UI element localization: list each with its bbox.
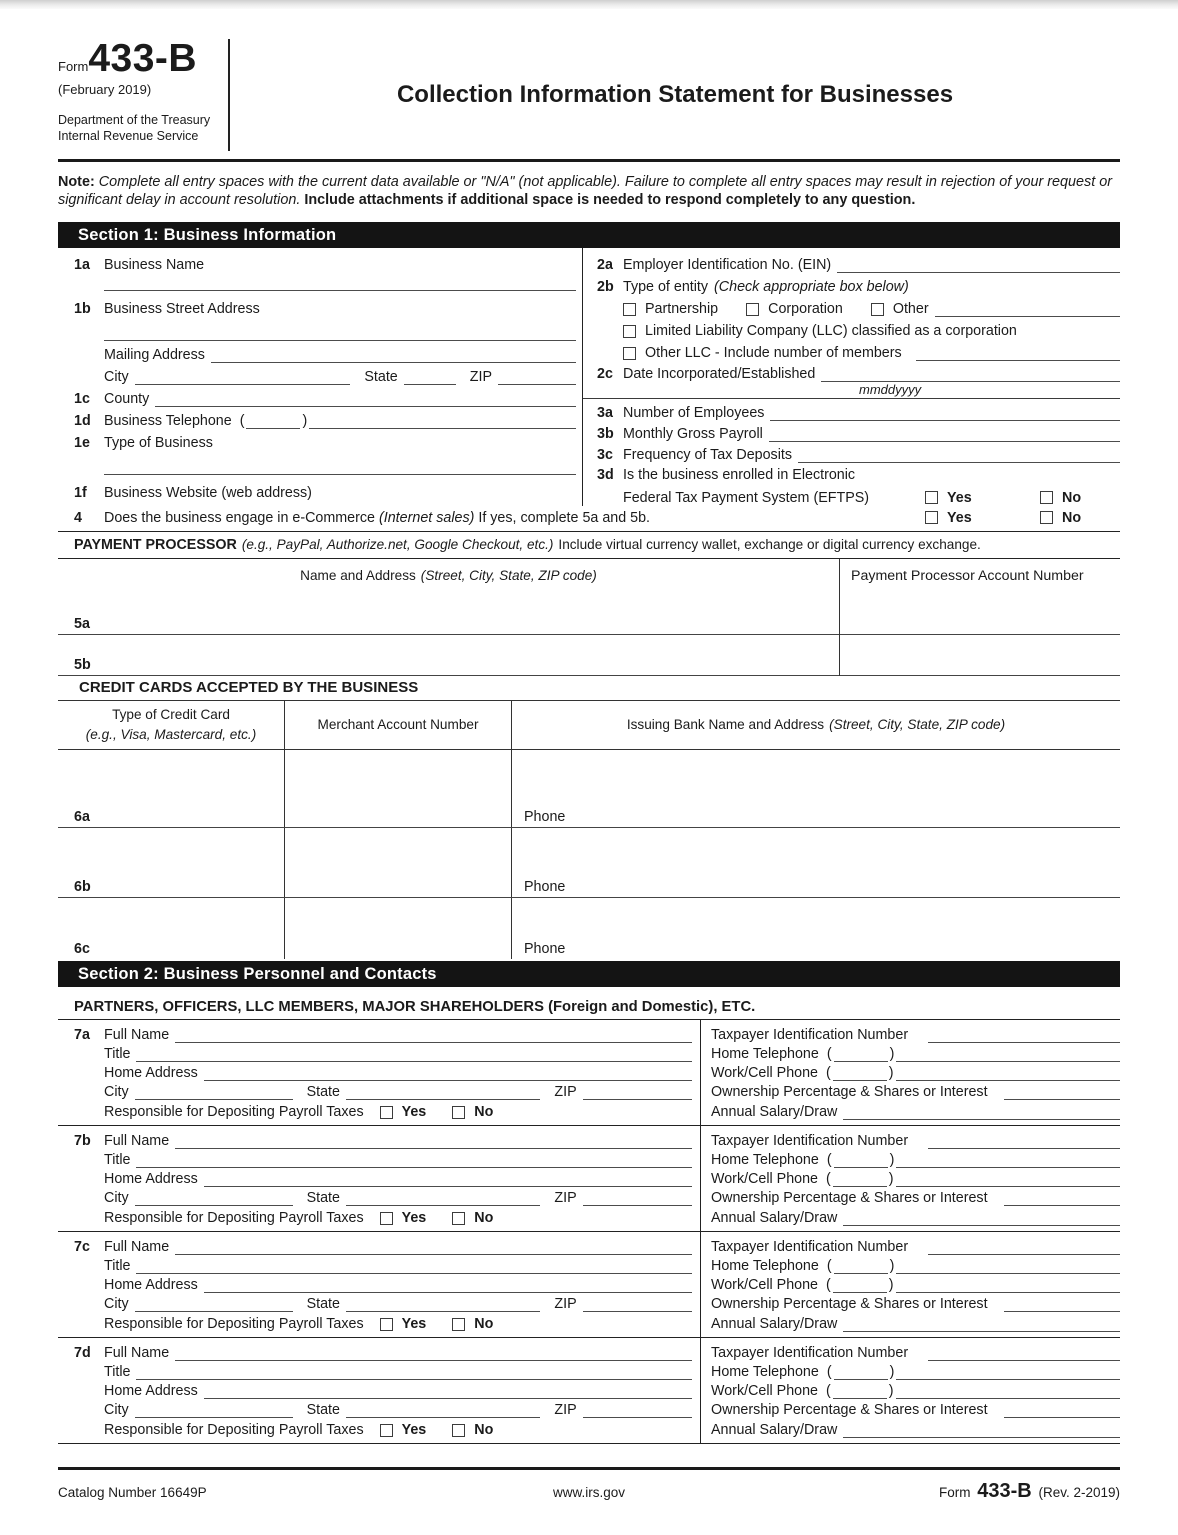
close-paren: )	[888, 1065, 894, 1082]
open-paren: (	[826, 1151, 832, 1168]
note-bold-text: Include attachments if additional space is needed to respond completely to any question.	[304, 192, 916, 209]
home-telephone-label: Home Telephone	[711, 1151, 819, 1168]
payment-processor-note: Include virtual currency wallet, exchange or digital currency exchange.	[558, 537, 981, 553]
close-paren: )	[889, 1257, 895, 1274]
other-entity-label: Other	[892, 300, 929, 317]
title-label: Title	[104, 1257, 131, 1274]
payroll-responsible-label: Responsible for Depositing Payroll Taxes	[104, 1103, 364, 1120]
payroll-yes-label: Yes	[401, 1209, 427, 1226]
zip-line[interactable]	[583, 1192, 692, 1206]
date-format-hint: mmddyyyy	[583, 382, 1120, 399]
merchant-account-cell-6b[interactable]	[285, 828, 512, 897]
ownership-label: Ownership Percentage & Shares or Interest	[711, 1402, 988, 1419]
item-number-2a: 2a	[597, 256, 613, 273]
note-label: Note:	[58, 174, 95, 190]
home-telephone-line[interactable]	[896, 1048, 1120, 1062]
work-phone-line[interactable]	[896, 1067, 1120, 1081]
checkbox-payroll-yes[interactable]	[380, 1106, 393, 1119]
home-telephone-line[interactable]	[896, 1154, 1120, 1168]
item-number-7b: 7b	[74, 1132, 91, 1149]
item-number-1c: 1c	[74, 390, 90, 407]
state-label: State	[306, 1402, 340, 1419]
pp-col1-header: Name and Address	[300, 568, 416, 584]
item-number-7d: 7d	[74, 1344, 91, 1361]
ownership-line[interactable]	[1004, 1298, 1120, 1312]
business-telephone-label: Business Telephone	[104, 412, 232, 429]
payment-processor-table	[58, 559, 1120, 676]
llc-members-line[interactable]	[916, 347, 1120, 361]
full-name-line[interactable]	[175, 1029, 692, 1043]
item-number-3d: 3d	[597, 466, 614, 483]
payroll-yes-label: Yes	[401, 1315, 427, 1332]
ein-line[interactable]	[837, 259, 1120, 273]
item-number-2c: 2c	[597, 365, 613, 382]
checkbox-payroll-no[interactable]	[452, 1212, 465, 1225]
home-address-line[interactable]	[204, 1067, 692, 1081]
checkbox-payroll-yes[interactable]	[380, 1318, 393, 1331]
item-number-6b: 6b	[58, 828, 285, 897]
state-label: State	[364, 368, 398, 385]
ein-label: Employer Identification No. (EIN)	[623, 256, 832, 273]
person-block-7a	[58, 1020, 1120, 1126]
payroll-no-label: No	[474, 1103, 494, 1120]
business-name-line[interactable]	[104, 277, 576, 291]
zip-label: ZIP	[469, 368, 492, 385]
tin-line[interactable]	[928, 1135, 1120, 1149]
annual-salary-label: Annual Salary/Draw	[711, 1315, 838, 1332]
payroll-no-label: No	[474, 1209, 494, 1226]
state-line[interactable]	[346, 1404, 540, 1418]
checkbox-partnership[interactable]	[623, 303, 636, 316]
city-line[interactable]	[135, 1404, 293, 1418]
title-line[interactable]	[136, 1366, 692, 1380]
partners-subtitle: PARTNERS, OFFICERS, LLC MEMBERS, MAJOR SHAREHOLDERS (Foreign and Domestic), ETC.	[58, 987, 1120, 1020]
checkbox-corporation[interactable]	[746, 303, 759, 316]
person-block-7d	[58, 1338, 1120, 1444]
full-name-label: Full Name	[104, 1026, 170, 1043]
number-of-employees-line[interactable]	[770, 407, 1120, 421]
ecommerce-yes-label: Yes	[947, 510, 972, 527]
zip-line[interactable]	[583, 1298, 692, 1312]
home-telephone-line[interactable]	[896, 1260, 1120, 1274]
full-name-line[interactable]	[175, 1135, 692, 1149]
pp-col1-header-italic: (Street, City, State, ZIP code)	[420, 568, 597, 584]
open-paren: (	[826, 1065, 831, 1082]
credit-card-row-6b[interactable]	[58, 828, 1120, 898]
item-number-5a: 5a	[74, 615, 90, 632]
close-paren: )	[302, 412, 308, 429]
item-number-3c: 3c	[597, 446, 613, 463]
business-telephone-line[interactable]	[309, 415, 576, 429]
type-of-entity-label: Type of entity	[623, 278, 709, 295]
checkbox-llc-corporation[interactable]	[623, 325, 636, 338]
checkbox-payroll-yes[interactable]	[380, 1424, 393, 1437]
item-number-3b: 3b	[597, 425, 614, 442]
work-phone-line[interactable]	[896, 1173, 1120, 1187]
credit-card-row-6a[interactable]	[58, 750, 1120, 828]
state-line[interactable]	[346, 1086, 540, 1100]
open-paren: (	[826, 1383, 831, 1400]
county-label: County	[104, 390, 150, 407]
home-address-line[interactable]	[204, 1385, 692, 1399]
title-label: Title	[104, 1151, 131, 1168]
home-phone-area-line[interactable]	[834, 1154, 888, 1168]
full-name-label: Full Name	[104, 1344, 170, 1361]
work-phone-line[interactable]	[896, 1385, 1120, 1399]
checkbox-eftps-yes[interactable]	[925, 491, 938, 504]
annual-salary-label: Annual Salary/Draw	[711, 1421, 838, 1438]
item-number-6a: 6a	[58, 750, 285, 827]
annual-salary-label: Annual Salary/Draw	[711, 1103, 838, 1120]
home-address-line[interactable]	[204, 1279, 692, 1293]
state-line[interactable]	[346, 1298, 540, 1312]
item-number-1e: 1e	[74, 434, 90, 451]
section1-left-column	[58, 248, 583, 506]
annual-salary-line[interactable]	[843, 1106, 1120, 1120]
annual-salary-label: Annual Salary/Draw	[711, 1209, 838, 1226]
annual-salary-line[interactable]	[843, 1212, 1120, 1226]
irs-website: www.irs.gov	[553, 1484, 626, 1500]
payroll-responsible-label: Responsible for Depositing Payroll Taxes	[104, 1315, 364, 1332]
item-number-7c: 7c	[74, 1238, 90, 1255]
payment-processor-heading	[58, 532, 1120, 559]
annual-salary-line[interactable]	[843, 1424, 1120, 1438]
phone-label-6a: Phone	[524, 808, 566, 825]
ownership-label: Ownership Percentage & Shares or Interest	[711, 1084, 988, 1101]
work-phone-line[interactable]	[896, 1279, 1120, 1293]
ownership-label: Ownership Percentage & Shares or Interest	[711, 1296, 988, 1313]
zip-line[interactable]	[583, 1404, 692, 1418]
work-phone-label: Work/Cell Phone	[711, 1383, 819, 1400]
open-paren: (	[239, 412, 245, 429]
zip-line[interactable]	[583, 1086, 692, 1100]
date-incorporated-line[interactable]	[821, 368, 1120, 382]
home-phone-area-line[interactable]	[834, 1048, 888, 1062]
zip-label: ZIP	[554, 1296, 577, 1313]
state-label: State	[306, 1190, 340, 1207]
catalog-number: Catalog Number 16649P	[58, 1484, 207, 1500]
section1-right-column	[583, 248, 1120, 506]
zip-line[interactable]	[498, 371, 576, 385]
close-paren: )	[889, 1151, 895, 1168]
payment-table-divider	[839, 559, 840, 676]
form-word: Form	[58, 59, 89, 74]
other-entity-line[interactable]	[935, 303, 1120, 317]
title-line[interactable]	[136, 1260, 692, 1274]
other-llc-label: Other LLC - Include number of members	[645, 344, 902, 361]
open-paren: (	[826, 1171, 831, 1188]
ecommerce-question-text2: If yes, complete 5a and 5b.	[478, 510, 651, 527]
tin-line[interactable]	[928, 1029, 1120, 1043]
work-phone-area-line[interactable]	[833, 1173, 887, 1187]
home-address-label: Home Address	[104, 1171, 198, 1188]
payroll-responsible-label: Responsible for Depositing Payroll Taxes	[104, 1421, 364, 1438]
city-line[interactable]	[135, 1298, 293, 1312]
footer-rule	[58, 1467, 1120, 1470]
form-number: 433-B	[88, 37, 198, 80]
close-paren: )	[888, 1277, 894, 1294]
city-label: City	[104, 1084, 129, 1101]
cc-col1-header: Type of Credit Card	[112, 706, 230, 722]
work-phone-area-line[interactable]	[833, 1067, 887, 1081]
item-number-6c: 6c	[58, 898, 285, 959]
city-line[interactable]	[135, 1086, 293, 1100]
work-phone-label: Work/Cell Phone	[711, 1065, 819, 1082]
open-paren: (	[826, 1257, 832, 1274]
credit-card-row-6c[interactable]	[58, 898, 1120, 959]
checkbox-payroll-yes[interactable]	[380, 1212, 393, 1225]
zip-label: ZIP	[554, 1402, 577, 1419]
home-telephone-label: Home Telephone	[711, 1045, 819, 1062]
payroll-yes-label: Yes	[401, 1103, 427, 1120]
eftps-label-line1: Is the business enrolled in Electronic	[623, 466, 856, 483]
pp-col2-header: Payment Processor Account Number	[851, 567, 1084, 584]
merchant-account-cell-6a[interactable]	[285, 750, 512, 827]
person-block-7b	[58, 1126, 1120, 1232]
checkbox-payroll-no[interactable]	[452, 1106, 465, 1119]
close-paren: )	[889, 1045, 895, 1062]
phone-label-6c: Phone	[524, 940, 566, 957]
home-address-label: Home Address	[104, 1065, 198, 1082]
credit-cards-table	[58, 701, 1120, 959]
item-number-1a: 1a	[74, 256, 90, 273]
agency-line-2: Internal Revenue Service	[58, 129, 199, 144]
ownership-line[interactable]	[1004, 1404, 1120, 1418]
item-number-5b: 5b	[74, 656, 91, 673]
cc-col2-header: Merchant Account Number	[285, 701, 512, 749]
eftps-label-line2: Federal Tax Payment System (EFTPS)	[623, 489, 870, 506]
work-phone-area-line[interactable]	[833, 1385, 887, 1399]
full-name-line[interactable]	[175, 1347, 692, 1361]
title-label: Title	[104, 1363, 131, 1380]
checkbox-payroll-no[interactable]	[452, 1318, 465, 1331]
payment-processor-row-5b[interactable]	[58, 635, 1120, 676]
ecommerce-question-row	[58, 506, 1120, 532]
credit-cards-title: CREDIT CARDS ACCEPTED BY THE BUSINESS	[58, 676, 1120, 701]
cc-col3-header-italic: (Street, City, State, ZIP code)	[829, 717, 1006, 733]
type-of-business-label: Type of Business	[104, 434, 213, 451]
annual-salary-line[interactable]	[843, 1318, 1120, 1332]
eftps-no-label: No	[1062, 489, 1082, 506]
eftps-yes-label: Yes	[947, 489, 972, 506]
city-label: City	[104, 368, 129, 385]
title-line[interactable]	[136, 1154, 692, 1168]
ecommerce-question-italic: (Internet sales)	[379, 510, 475, 527]
business-street-address-line[interactable]	[104, 327, 576, 341]
city-label: City	[104, 1402, 129, 1419]
cc-col3-header: Issuing Bank Name and Address	[626, 717, 825, 733]
city-line[interactable]	[135, 371, 351, 385]
zip-label: ZIP	[554, 1084, 577, 1101]
city-label: City	[104, 1190, 129, 1207]
zip-label: ZIP	[554, 1190, 577, 1207]
tin-label: Taxpayer Identification Number	[711, 1132, 909, 1149]
merchant-account-cell-6c[interactable]	[285, 898, 512, 959]
open-paren: (	[826, 1363, 832, 1380]
item-number-1d: 1d	[74, 412, 91, 429]
checkbox-ecommerce-yes[interactable]	[925, 511, 938, 524]
footer	[58, 1480, 1120, 1503]
item-number-7a: 7a	[74, 1026, 90, 1043]
date-incorporated-label: Date Incorporated/Established	[623, 365, 816, 382]
ecommerce-no-label: No	[1062, 510, 1082, 527]
home-telephone-line[interactable]	[896, 1366, 1120, 1380]
footer-form-word: Form	[938, 1484, 971, 1500]
payment-processor-examples: (e.g., PayPal, Authorize.net, Google Checkout, etc.)	[241, 537, 554, 553]
state-line[interactable]	[346, 1192, 540, 1206]
full-name-line[interactable]	[175, 1241, 692, 1255]
item-number-2b: 2b	[597, 278, 614, 295]
mailing-address-line[interactable]	[211, 349, 576, 363]
open-paren: (	[826, 1045, 832, 1062]
payroll-responsible-label: Responsible for Depositing Payroll Taxes	[104, 1209, 364, 1226]
business-website-label: Business Website (web address)	[104, 484, 312, 501]
phone-label-6b: Phone	[524, 878, 566, 895]
monthly-gross-payroll-line[interactable]	[769, 428, 1120, 442]
form-title: Collection Information Statement for Businesses	[396, 81, 954, 108]
ecommerce-question-text: Does the business engage in e-Commerce	[104, 510, 375, 527]
business-street-address-label: Business Street Address	[104, 300, 260, 317]
item-number-1f: 1f	[74, 484, 87, 501]
form-header	[58, 39, 1120, 162]
state-label: State	[306, 1296, 340, 1313]
title-line[interactable]	[136, 1048, 692, 1062]
work-phone-label: Work/Cell Phone	[711, 1277, 819, 1294]
item-number-4: 4	[74, 510, 82, 527]
checkbox-ecommerce-no[interactable]	[1040, 511, 1053, 524]
close-paren: )	[888, 1171, 894, 1188]
checkbox-payroll-no[interactable]	[452, 1424, 465, 1437]
city-label: City	[104, 1296, 129, 1313]
section2-header: Section 2: Business Personnel and Contacts	[58, 961, 1120, 987]
item-number-1b: 1b	[74, 300, 91, 317]
note-italic-text: Complete all entry spaces with the current data available or "N/A" (not applicable). Failure to complete all entry spaces may result in rejection of your request or significant delay in account resolution.	[58, 174, 1113, 209]
home-phone-area-line[interactable]	[834, 1366, 888, 1380]
state-label: State	[306, 1084, 340, 1101]
home-address-label: Home Address	[104, 1277, 198, 1294]
page-top-edge	[0, 0, 1178, 9]
full-name-label: Full Name	[104, 1132, 170, 1149]
cc-col1-header-italic: (e.g., Visa, Mastercard, etc.)	[85, 726, 257, 742]
section1-body	[58, 248, 1120, 506]
home-telephone-label: Home Telephone	[711, 1363, 819, 1380]
full-name-label: Full Name	[104, 1238, 170, 1255]
work-phone-label: Work/Cell Phone	[711, 1171, 819, 1188]
payment-processor-title: PAYMENT PROCESSOR	[74, 536, 237, 553]
frequency-of-tax-deposits-line[interactable]	[798, 449, 1120, 463]
number-of-employees-label: Number of Employees	[623, 404, 765, 421]
close-paren: )	[889, 1363, 895, 1380]
llc-corporation-label: Limited Liability Company (LLC) classified as a corporation	[645, 322, 1017, 339]
county-line[interactable]	[155, 393, 576, 407]
payment-processor-row-5a[interactable]	[58, 593, 1120, 635]
footer-form-number: 433-B	[977, 1479, 1032, 1502]
note-paragraph	[58, 173, 1120, 210]
checkbox-eftps-no[interactable]	[1040, 491, 1053, 504]
section1-header: Section 1: Business Information	[58, 222, 1120, 248]
tin-line[interactable]	[928, 1241, 1120, 1255]
checkbox-other-llc[interactable]	[623, 347, 636, 360]
home-address-label: Home Address	[104, 1383, 198, 1400]
ownership-line[interactable]	[1004, 1086, 1120, 1100]
ownership-label: Ownership Percentage & Shares or Interest	[711, 1190, 988, 1207]
footer-form-revision: (Rev. 2-2019)	[1038, 1484, 1121, 1500]
tin-label: Taxpayer Identification Number	[711, 1238, 909, 1255]
tin-label: Taxpayer Identification Number	[711, 1026, 909, 1043]
ownership-line[interactable]	[1004, 1192, 1120, 1206]
agency-line-1: Department of the Treasury	[58, 113, 211, 127]
home-phone-area-line[interactable]	[834, 1260, 888, 1274]
monthly-gross-payroll-label: Monthly Gross Payroll	[623, 425, 763, 442]
frequency-of-tax-deposits-label: Frequency of Tax Deposits	[623, 446, 793, 463]
city-line[interactable]	[135, 1192, 293, 1206]
mailing-address-label: Mailing Address	[104, 346, 205, 363]
form-revision: (February 2019)	[58, 82, 152, 97]
corporation-label: Corporation	[768, 300, 843, 317]
checkbox-other-entity[interactable]	[871, 303, 884, 316]
home-telephone-label: Home Telephone	[711, 1257, 819, 1274]
type-of-business-line[interactable]	[104, 461, 576, 475]
person-block-7c	[58, 1232, 1120, 1338]
title-label: Title	[104, 1045, 131, 1062]
payroll-no-label: No	[474, 1421, 494, 1438]
item-number-3a: 3a	[597, 404, 613, 421]
tin-label: Taxpayer Identification Number	[711, 1344, 909, 1361]
business-name-label: Business Name	[104, 256, 205, 273]
form-id-block	[58, 39, 230, 151]
home-address-line[interactable]	[204, 1173, 692, 1187]
type-of-entity-hint: (Check appropriate box below)	[714, 278, 909, 295]
work-phone-area-line[interactable]	[833, 1279, 887, 1293]
partnership-label: Partnership	[645, 300, 719, 317]
area-code-line[interactable]	[246, 415, 300, 429]
payroll-yes-label: Yes	[401, 1421, 427, 1438]
state-line[interactable]	[404, 371, 456, 385]
open-paren: (	[826, 1277, 831, 1294]
close-paren: )	[888, 1383, 894, 1400]
tin-line[interactable]	[928, 1347, 1120, 1361]
payroll-no-label: No	[474, 1315, 494, 1332]
